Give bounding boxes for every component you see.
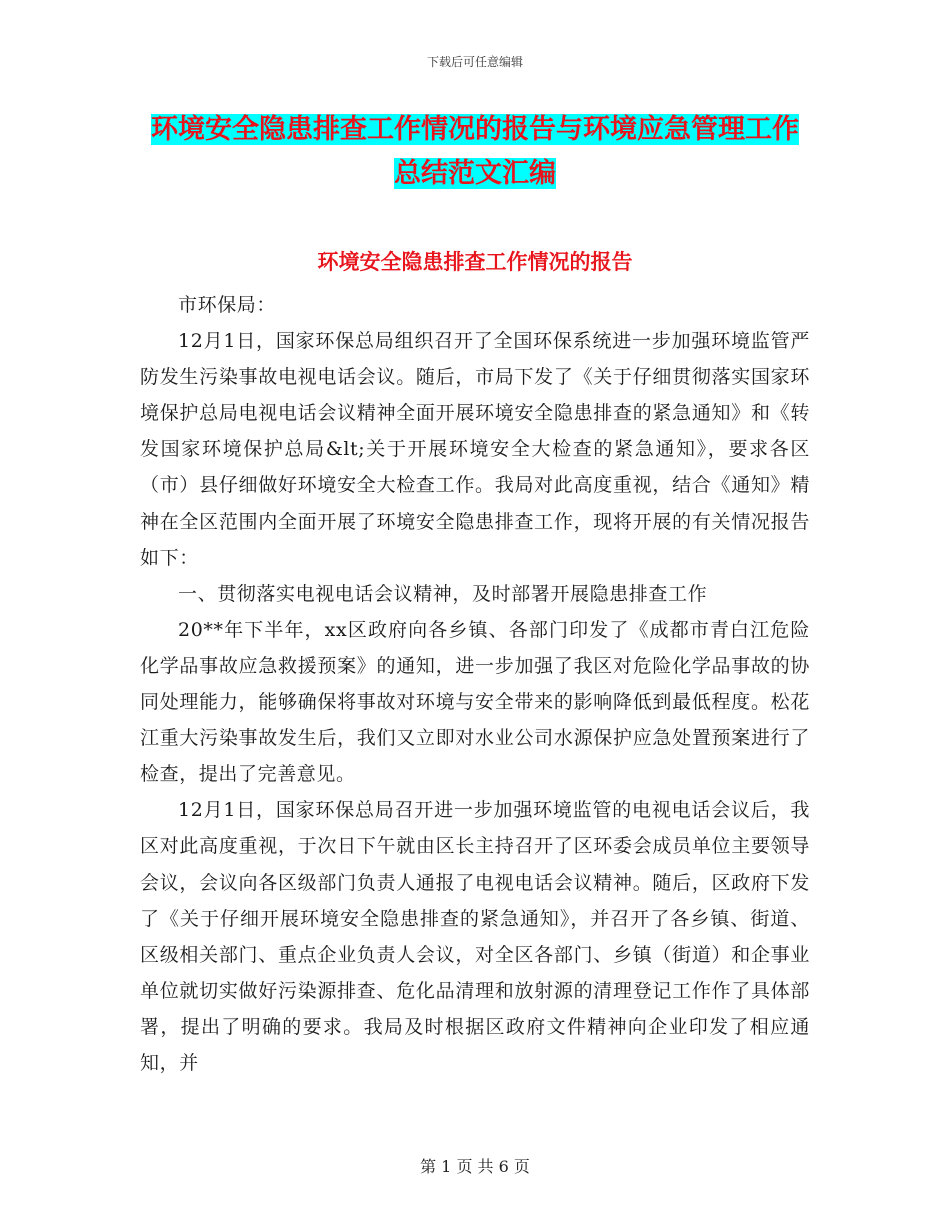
document-title [140, 108, 810, 196]
document-body [140, 287, 810, 1081]
body-paragraph: 12月1日，国家环保总局组织召开了全国环保系统进一步加强环境监管严防发生污染事故电视电话会议。随后，市局下发了《关于仔细贯彻落实国家环境保护总局电视电话会议精神全面开展环境安全隐患排查的紧急通知》和《转发国家环境保护总局&lt;关于开展环境安全大检查的紧急通知》，要求各区（市）县仔细做好环境安全大检查工作。我局对此高度重视，结合《通知》精神在全区范围内全面开展了环境安全隐患排查工作，现将开展的有关情况报告如下： [140, 330, 810, 569]
document-title-text: 环境安全隐患排查工作情况的报告与环境应急管理工作总结范文汇编 [151, 114, 799, 189]
salutation: 市环保局： [178, 294, 277, 316]
page-footer: 第 1 页 共 6 页 [420, 1157, 530, 1176]
header-note: 下载后可任意编辑 [426, 55, 523, 69]
section-heading: 一、贯彻落实电视电话会议精神，及时部署开展隐患排查工作 [178, 582, 708, 605]
body-paragraph: 20**年下半年，xx区政府向各乡镇、各部门印发了《成都市青白江危险化学品事故应急救援预案》的通知，进一步加强了我区对危险化学品事故的协同处理能力，能够确保将事故对环境与安全带来的影响降低到最低程度。松花江重大污染事故发生后，我们又立即对水业公司水源保护应急处置预案进行了检查，提出了完善意见。 [140, 618, 810, 786]
body-paragraph: 12月1日，国家环保总局召开进一步加强环境监管的电视电话会议后，我区对此高度重视，于次日下午就由区长主持召开了区环委会成员单位主要领导会议，会议向各区级部门负责人通报了电视电话会议精神。随后，区政府下发了《关于仔细开展环境安全隐患排查的紧急通知》，并召开了各乡镇、街道、区级相关部门、重点企业负责人会议，对全区各部门、乡镇（街道）和企事业单位就切实做好污染源排查、危化品清理和放射源的清理登记工作作了具体部署，提出了明确的要求。我局及时根据区政府文件精神向企业印发了相应通知，并 [140, 799, 810, 1074]
section-title: 环境安全隐患排查工作情况的报告 [317, 250, 633, 274]
